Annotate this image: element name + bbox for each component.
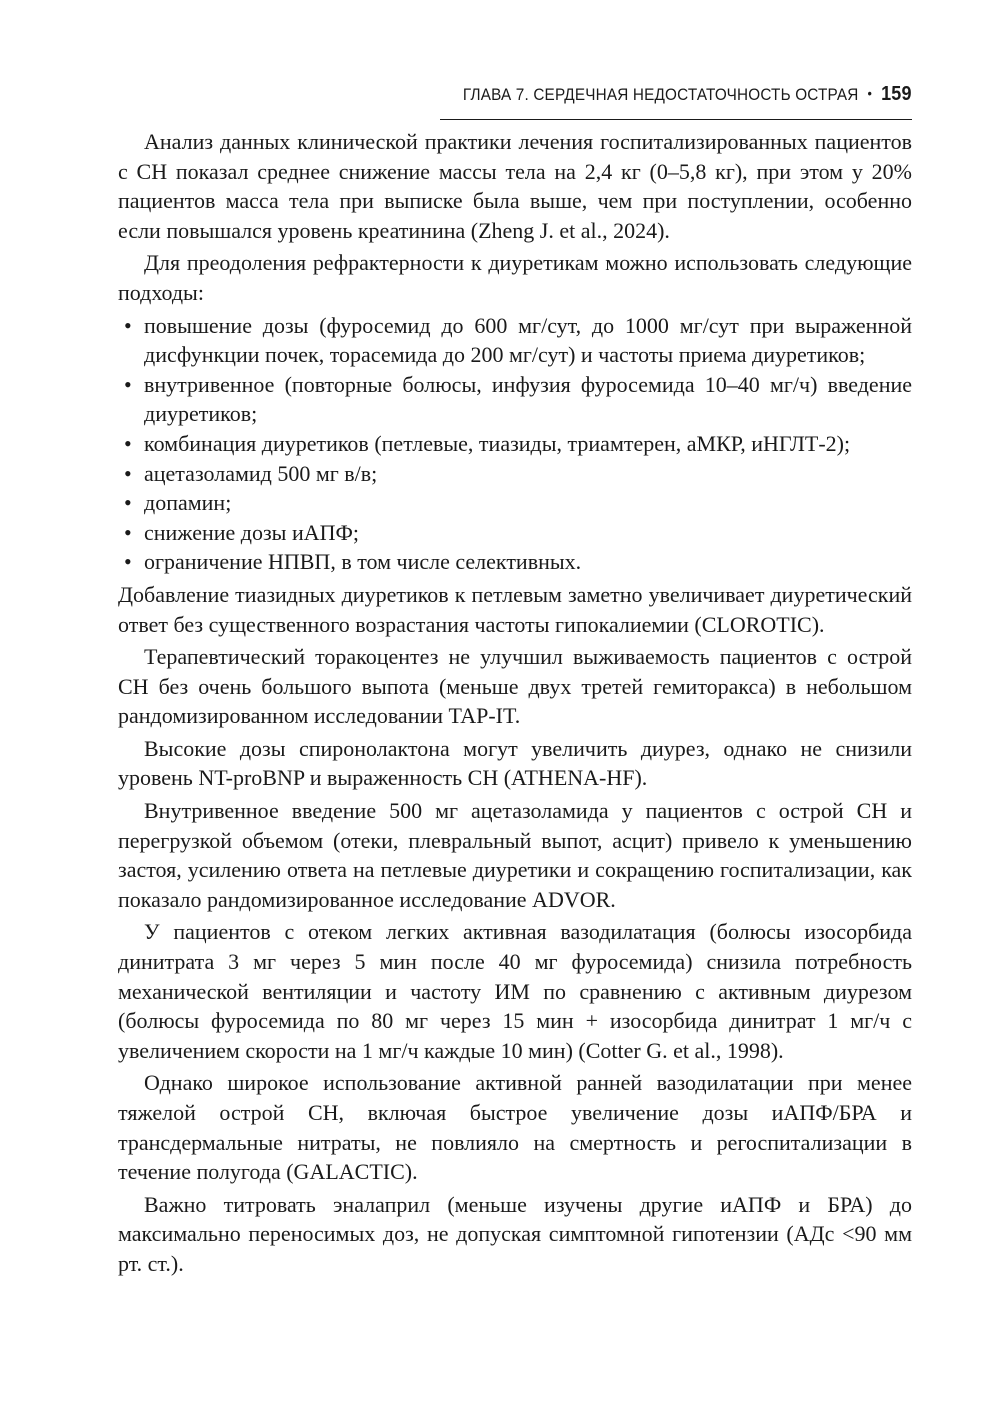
running-head — [463, 83, 912, 106]
list-item: • повышение дозы (фуросемид до 600 мг/сут, до 1000 мг/сут при выраженной дисфункции почек, торасемида до 200 мг/сут) и частоты приема диуретиков; — [118, 311, 912, 370]
paragraph-spironolactone: Высокие дозы спиронолактона могут увеличить диурез, однако не снизили уровень NT-proBNP и выраженность СН (ATHENA-HF). — [118, 735, 912, 791]
header-rule — [440, 119, 912, 120]
page-body — [118, 127, 912, 1282]
paragraph-enalapril: Важно титровать эналаприл (меньше изучены другие иАПФ и БРА) до максимально переносимых доз, не допуская симптомной гипотензии (АДс <90 мм рт. ст.). — [118, 1191, 912, 1276]
list-item: • допамин; — [118, 488, 912, 518]
chapter-title: ГЛАВА 7. СЕРДЕЧНАЯ НЕДОСТАТОЧНОСТЬ ОСТРАЯ — [463, 85, 859, 104]
paragraph-thoracentesis: Терапевтический торакоцентез не улучшил выживаемость пациентов с острой СН без очень большого выпота (меньше двух третей гемиторакса) в небольшом рандомизированном исследовании TAP-IT. — [118, 644, 912, 729]
list-item: • комбинация диуретиков (петлевые, тиазиды, триамтерен, аМКР, иНГЛТ-2); — [118, 429, 912, 459]
paragraph-acetazolamide: Внутривенное введение 500 мг ацетазоламида у пациентов с острой СН и перегрузкой объемом (отеки, плевральный выпот, асцит) привело к уменьшению застоя, усилению ответа на петлевые диуретики и сокращению госпитализации, как показало рандомизированное исследование ADVOR. — [118, 798, 912, 912]
list-item: • ограничение НПВП, в том числе селективных. — [118, 547, 912, 577]
paragraph-refractoriness-intro: Для преодоления рефрактерности к диуретикам можно использовать следующие подходы: — [118, 250, 912, 305]
paragraph-vasodilation: У пациентов с отеком легких активная вазодилатация (болюсы изосорбида динитрата 3 мг через 5 мин после 40 мг фуросемида) снизила потребность механической вентиляции и частоту ИМ по сравнению с активным диурезом (болюсы фуросемида по 80 мг через 15 мин + изосорбида динитрат 1 мг/ч с увеличением скорости на 1 мг/ч каждые 10 мин) (Cotter G. et al., 1998). — [118, 919, 912, 1063]
list-item: • внутривенное (повторные болюсы, инфузия фуросемида 10–40 мг/ч) введение диуретиков; — [118, 370, 912, 429]
paragraph-weight-loss: Анализ данных клинической практики лечения госпитализированных пациентов с СН показал среднее снижение массы тела на 2,4 кг (0–5,8 кг), при этом у 20% пациентов масса тела при выписке была выше, чем при поступлении, особенно если повышался уровень креатинина (Zheng J. et al., 2024). — [118, 129, 912, 243]
approaches-list — [118, 311, 912, 577]
page-number: 159 — [881, 83, 912, 105]
bullet-separator: • — [867, 85, 873, 101]
list-item: • ацетазоламид 500 мг в/в; — [118, 459, 912, 489]
paragraph-thiazides: Добавление тиазидных диуретиков к петлевым заметно увеличивает диуретический ответ без существенного возрастания частоты гипокалиемии (CLOROTIC). — [118, 581, 912, 637]
paragraph-galactic: Однако широкое использование активной ранней вазодилатации при менее тяжелой острой СН, включая быстрое увеличение дозы иАПФ/БРА и трансдермальные нитраты, не повлияло на смертность и регоспитализации в течение полугода (GALACTIC). — [118, 1070, 912, 1185]
list-item: • снижение дозы иАПФ; — [118, 518, 912, 548]
